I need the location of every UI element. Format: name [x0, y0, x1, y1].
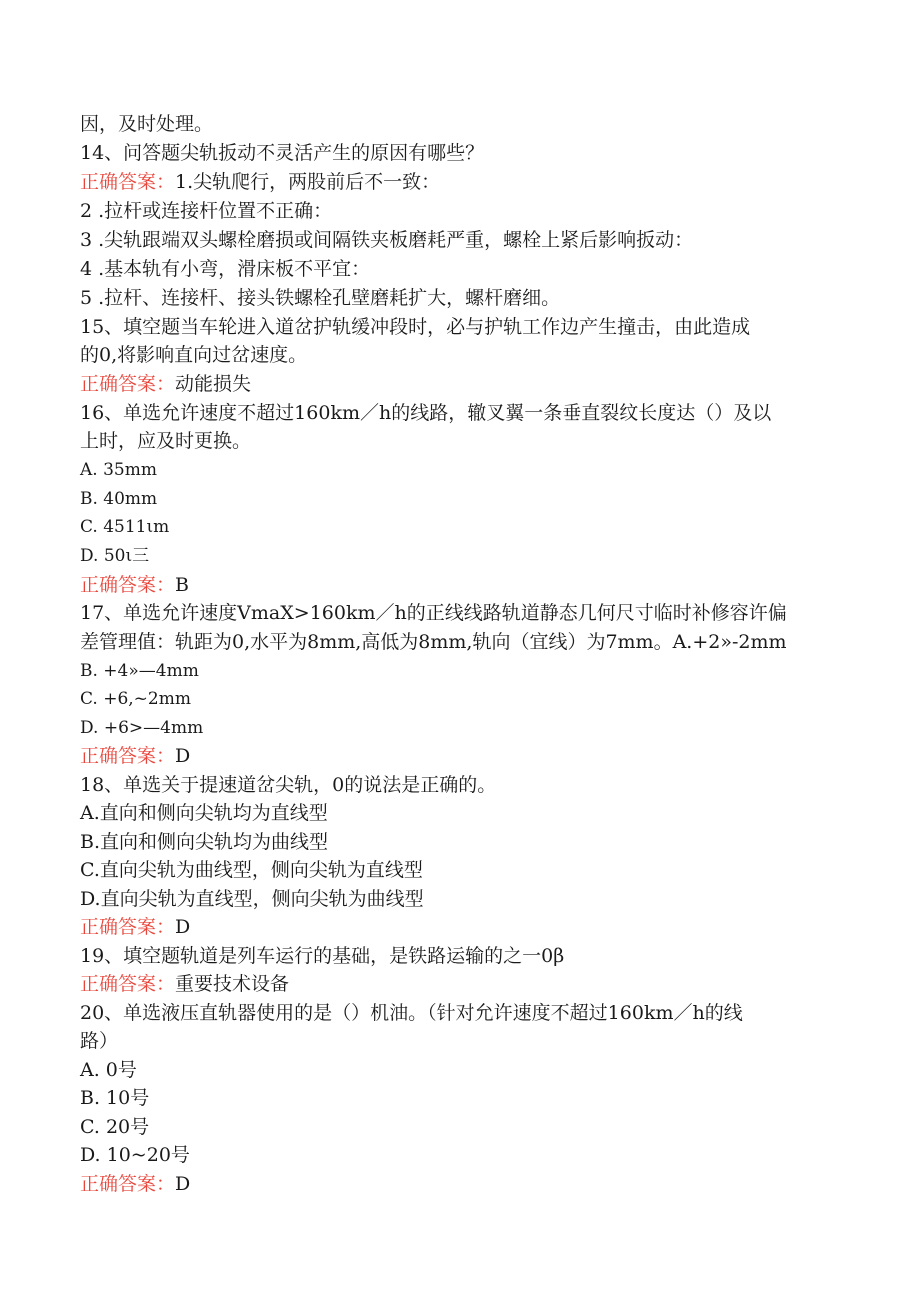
option-c: C.直向尖轨为曲线型，侧向尖轨为直线型	[80, 859, 423, 881]
option-d: D. +6>—4mm	[80, 718, 204, 738]
answer-19-line	[80, 970, 850, 998]
question-15: 15、填空题当车轮进入道岔护轨缓冲段时，必与护轨工作边产生撞击，由此造成	[80, 316, 751, 338]
option-a: A.直向和侧向尖轨均为直线型	[80, 802, 328, 824]
text-line: 3 .尖轨跟端双头螺栓磨损或间隔铁夹板磨耗严重，螺栓上紧后影响扳动：	[80, 229, 694, 251]
answer-label: 正确答案：	[80, 1173, 176, 1195]
question-15-cont: 的0,将影响直向过岔速度。	[80, 344, 308, 366]
answer-text: 重要技术设备	[175, 973, 290, 995]
answer-20-line	[80, 1170, 850, 1198]
option-c: C. 4511ιm	[80, 517, 170, 537]
answer-label: 正确答案：	[80, 373, 176, 395]
answer-text: 动能损失	[175, 373, 252, 395]
answer-16-line	[80, 571, 850, 599]
question-18: 18、单选关于提速道岔尖轨，0的说法是正确的。	[80, 774, 497, 796]
answer-18-line	[80, 913, 850, 941]
answer-text: D	[175, 916, 191, 938]
question-17-cont: 差管理值：轨距为0,水平为8mm,高低为8mm,轨向（宜线）为7mm。A.+2»-2mm	[80, 631, 787, 653]
text-line: 4 .基本轨有小弯，滑床板不平宜：	[80, 258, 371, 280]
question-14: 14、问答题尖轨扳动不灵活产生的原因有哪些？	[80, 142, 485, 164]
question-20: 20、单选液压直轨器使用的是（）机油。（针对允许速度不超过160km／h的线	[80, 1002, 743, 1024]
answer-label: 正确答案：	[80, 745, 176, 767]
text-line: 2 .拉杆或连接杆位置不正确：	[80, 200, 333, 222]
answer-15-line	[80, 370, 850, 398]
option-c: C. 20号	[80, 1116, 150, 1138]
answer-14-line	[80, 168, 850, 196]
answer-label: 正确答案：	[80, 973, 176, 995]
option-b: B. 40mm	[80, 489, 158, 509]
option-a: A. 35mm	[80, 460, 157, 480]
question-16-cont: 上时，应及时更换。	[80, 430, 252, 452]
answer-label: 正确答案：	[80, 916, 176, 938]
question-16: 16、单选允许速度不超过160km／h的线路，辙叉翼一条垂直裂纹长度达（）及以	[80, 402, 772, 424]
answer-text: 1.尖轨爬行，两股前后不一致：	[175, 171, 441, 193]
option-c: C. +6,~2mm	[80, 689, 191, 709]
option-d: D.直向尖轨为直线型，侧向尖轨为曲线型	[80, 888, 424, 910]
answer-label: 正确答案：	[80, 171, 176, 193]
text-line: 5 .拉杆、连接杆、接头铁螺栓孔壁磨耗扩大，螺杆磨细。	[80, 287, 561, 309]
answer-text: D	[175, 1173, 191, 1195]
answer-label: 正确答案：	[80, 574, 176, 596]
question-19: 19、填空题轨道是列车运行的基础，是铁路运输的之一0β	[80, 945, 565, 967]
answer-text: B	[175, 574, 189, 596]
option-b: B.直向和侧向尖轨均为曲线型	[80, 831, 329, 853]
option-b: B. +4»—4mm	[80, 661, 199, 681]
option-a: A. 0号	[80, 1059, 137, 1081]
option-d: D. 10~20号	[80, 1144, 190, 1166]
answer-text: D	[175, 745, 191, 767]
question-17: 17、单选允许速度VmaX>160km／h的正线线路轨道静态几何尺寸临时补修容许偏	[80, 602, 787, 624]
text-line: 因，及时处理。	[80, 113, 214, 135]
option-b: B. 10号	[80, 1087, 150, 1109]
option-d: D. 50ι三	[80, 546, 150, 566]
answer-17-line	[80, 742, 850, 770]
question-20-cont: 路）	[80, 1030, 119, 1052]
